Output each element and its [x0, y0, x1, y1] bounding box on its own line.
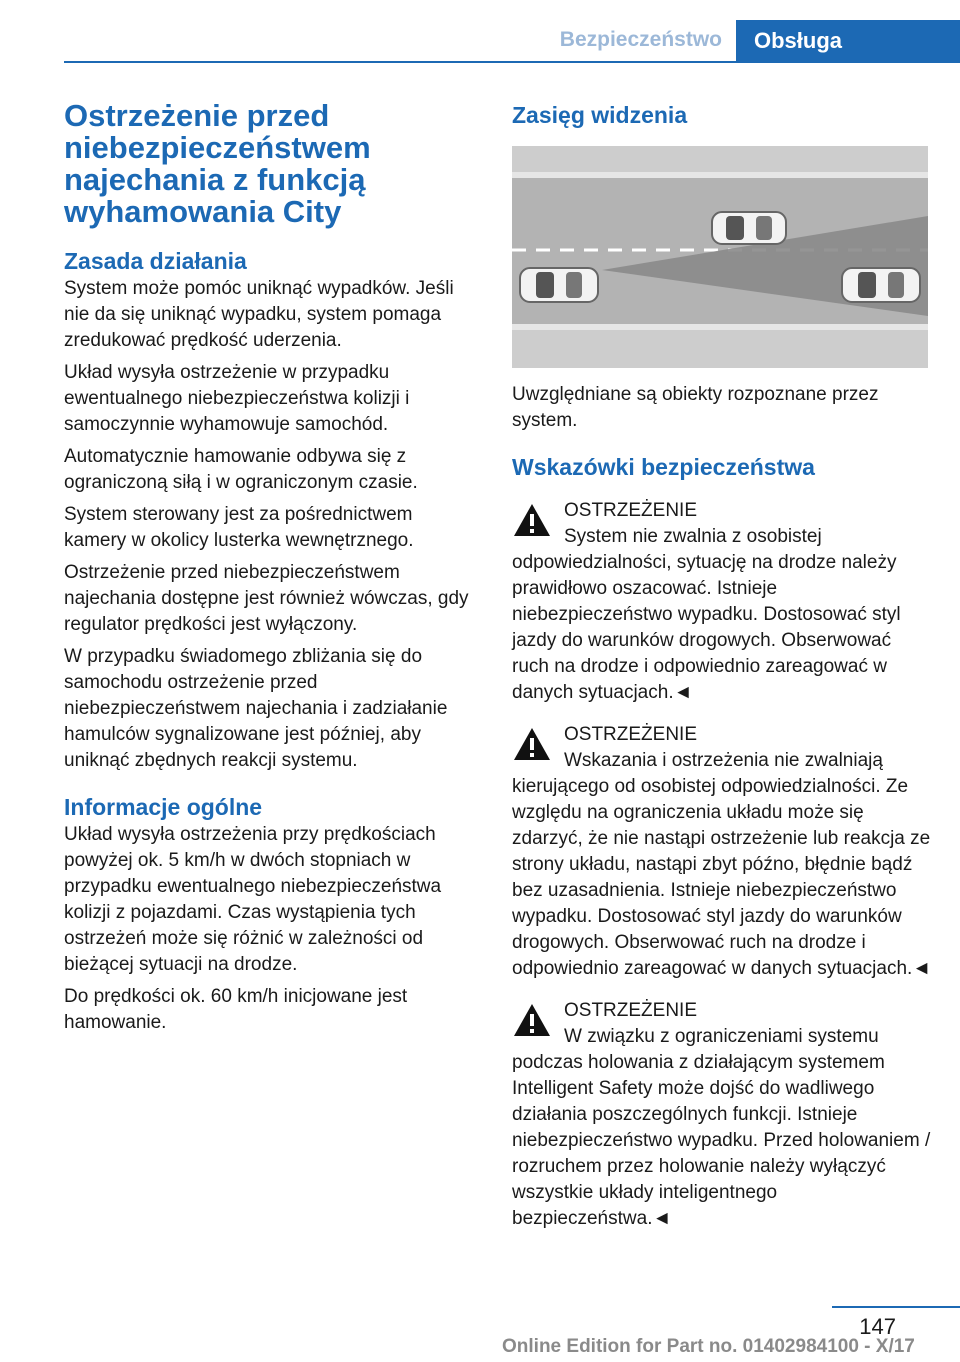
page-footer — [0, 1300, 960, 1362]
warning-title: OSTRZEŻENIE — [564, 1000, 698, 1021]
warning-text: W związku z ograniczeniami systemu podczas holowania z działającym systemem Intelligent Safety może dojść do wadliwego działania poszczególnych funkcji. Istnieje niebezpieczeństwo wypadku. Przed holowaniem / rozruchem przez holowanie należy wyłączyć wszystkie układy inteligentnego bezpieczeństwa.◄ — [512, 1026, 931, 1229]
warning-title: OSTRZEŻENIE — [564, 500, 698, 521]
page-header — [0, 0, 960, 62]
paragraph: Ostrzeżenie przed niebezpieczeństwem najechania dostępne jest również wówczas, gdy regulator prędkości jest wyłączony. — [64, 562, 469, 635]
header-rule — [64, 61, 960, 63]
detection-range-illustration — [512, 146, 928, 368]
heading-zasada: Zasada działania — [64, 248, 247, 274]
footer-rule — [832, 1306, 960, 1308]
paragraph: Układ wysyła ostrzeżenie w przypadku ewentualnego niebezpieczeństwa kolizji i samoczynnie wyhamowuje samochód. — [64, 362, 410, 435]
paragraph: Automatycznie hamowanie odbywa się z ograniczoną siłą i w ograniczonym czasie. — [64, 446, 418, 493]
car-ego — [520, 268, 598, 302]
heading-wskazowki: Wskazówki bezpieczeństwa — [512, 454, 815, 480]
warning-block — [512, 998, 932, 1232]
left-column — [64, 100, 480, 1042]
warning-block — [512, 498, 932, 706]
chapter-tab[interactable]: Obsługa — [736, 20, 960, 62]
section-tab[interactable]: Bezpieczeństwo — [559, 28, 722, 51]
paragraph: System sterowany jest za pośrednictwem kamery w okolicy lusterka wewnętrznego. — [64, 504, 414, 551]
warning-text: System nie zwalnia z osobistej odpowiedzialności, sytuację na drodze należy prawidłowo oszacować. Istnieje niebezpieczeństwo wypadku. Dostosować styl jazdy do warunków drogowych. Obserwować ruch na drodze i odpowiednio zareagować w danych sytuacjach.◄ — [512, 526, 901, 703]
paragraph: W przypadku świadomego zbliżania się do samochodu ostrzeżenie przed niebezpieczeństwem najechania i zadziałanie hamulców sygnalizowane jest później, aby uniknąć zbędnych reakcji systemu. — [64, 646, 448, 771]
warning-triangle-icon — [512, 502, 552, 538]
car-front-same-lane — [842, 268, 920, 302]
warning-triangle-icon — [512, 1002, 552, 1038]
right-column — [512, 100, 932, 1232]
edition-watermark: Online Edition for Part no. 01402984100 - X/17 — [502, 1336, 915, 1357]
warning-title: OSTRZEŻENIE — [564, 724, 698, 745]
warning-triangle-icon — [512, 726, 552, 762]
page-number: 147 — [859, 1314, 896, 1339]
paragraph: Do prędkości ok. 60 km/h inicjowane jest hamowanie. — [64, 986, 408, 1033]
car-front-left — [712, 212, 786, 244]
heading-zasieg: Zasięg widzenia — [512, 102, 688, 128]
paragraph: Układ wysyła ostrzeżenia przy prędkościach powyżej ok. 5 km/h w dwóch stopniach w przypadku ewentualnego niebezpieczeństwa kolizji z pojazdami. Czas wystąpienia tych ostrzeżeń może się różnić w zależności od bieżącej sytuacji na drodze. — [64, 824, 442, 975]
road-edge-bottom — [512, 324, 928, 330]
figure-caption: Uwzględniane są obiekty rozpoznane przez system. — [512, 384, 879, 431]
page-title: Ostrzeżenie przed niebezpieczeństwem najechania z funkcją wyhamowania City — [64, 98, 371, 229]
warning-text: Wskazania i ostrzeżenia nie zwalniają kierującego od osobistej odpowiedzialności. Ze względu na ograniczenia układu może się zdarzyć, że nie nastąpi ostrzeżenie lub reakcja ze strony układu, nastąpi zbyt późno, błędnie bądź bez uzasadnienia. Istnieje niebezpieczeństwo wypadku. Dostosować styl jazdy do warunków drogowych. Obserwować ruch na drodze i odpowiednio zareagować w danych sytuacjach.◄ — [512, 750, 932, 979]
heading-informacje: Informacje ogólne — [64, 794, 263, 820]
road-edge-top — [512, 172, 928, 178]
paragraph: System może pomóc uniknąć wypadków. Jeśli nie da się uniknąć wypadku, system pomaga zredukować prędkość uderzenia. — [64, 278, 454, 351]
warning-block — [512, 722, 932, 982]
